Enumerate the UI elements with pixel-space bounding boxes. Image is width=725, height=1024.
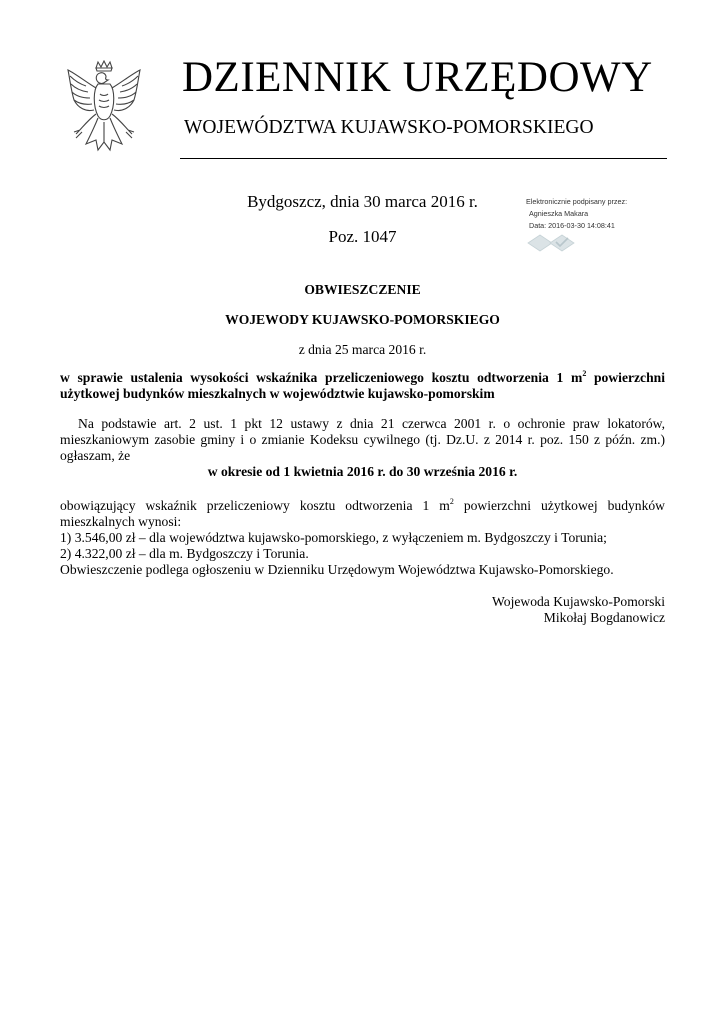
document-subject xyxy=(60,370,665,402)
signature-label: Elektronicznie podpisany przez: xyxy=(526,197,628,206)
value-line-2: mieszkalnych wynosi: xyxy=(60,514,182,529)
validity-period: w okresie od 1 kwietnia 2016 r. do 30 września 2016 r. xyxy=(207,464,518,479)
legal-basis xyxy=(60,416,665,464)
value-paragraph xyxy=(60,498,665,578)
value-line-1: obowiązujący wskaźnik przeliczeniowy kosztu odtworzenia 1 $m^2$ powierzchni użytkowej budynków xyxy=(60,497,665,513)
basis-line-2: mieszkaniowym zasobie gminy i o zmianie Kodeksu cywilnego (tj. Dz.U. z 2014 r. poz. 150 z późn. zm.) xyxy=(60,432,665,447)
position-number: Poz. 1047 xyxy=(328,227,397,246)
signatory-title: Wojewoda Kujawsko-Pomorski xyxy=(492,594,665,609)
document-issuer: WOJEWODY KUJAWSKO-POMORSKIEGO xyxy=(225,312,500,327)
basis-line-3: ogłaszam, że xyxy=(60,448,131,463)
masthead-subtitle: WOJEWÓDZTWA KUJAWSKO-POMORSKIEGO xyxy=(184,117,594,138)
list-item: 1) 3.546,00 zł – dla województwa kujawsko-pomorskiego, z wyłączeniem m. Bydgoszczy i Torunia; xyxy=(60,530,607,545)
place-date: Bydgoszcz, dnia 30 marca 2016 r. xyxy=(247,192,478,211)
masthead-divider xyxy=(180,158,667,159)
signature-check-icon xyxy=(526,233,590,253)
signature-date: Data: 2016-03-30 14:08:41 xyxy=(529,221,615,230)
document-issue-date: z dnia 25 marca 2016 r. xyxy=(298,342,427,357)
signatory-name: Mikołaj Bogdanowicz xyxy=(543,610,665,625)
signatory-block xyxy=(60,594,665,626)
document-type: OBWIESZCZENIE xyxy=(304,282,421,297)
subject-line-2: użytkowej budynków mieszkalnych w województwie kujawsko-pomorskim xyxy=(60,386,495,401)
masthead-title: DZIENNIK URZĘDOWY xyxy=(182,54,653,101)
document-body xyxy=(60,280,665,626)
publication-note: Obwieszczenie podlega ogłoszeniu w Dzienniku Urzędowym Województwa Kujawsko-Pomorskiego. xyxy=(60,562,614,577)
signature-signer: Agnieszka Makara xyxy=(529,209,589,218)
basis-line-1: Na podstawie art. 2 ust. 1 pkt 12 ustawy z dnia 21 czerwca 2001 r. o ochronie praw lokatorów, xyxy=(78,416,665,431)
list-item: 2) 4.322,00 zł – dla m. Bydgoszczy i Torunia. xyxy=(60,546,309,561)
subject-line-1: w sprawie ustalenia wysokości wskaźnika przeliczeniowego kosztu odtworzenia 1 $m^2$ powierzchni xyxy=(60,369,665,385)
electronic-signature-box xyxy=(526,196,676,258)
eagle-emblem-icon xyxy=(62,60,146,164)
